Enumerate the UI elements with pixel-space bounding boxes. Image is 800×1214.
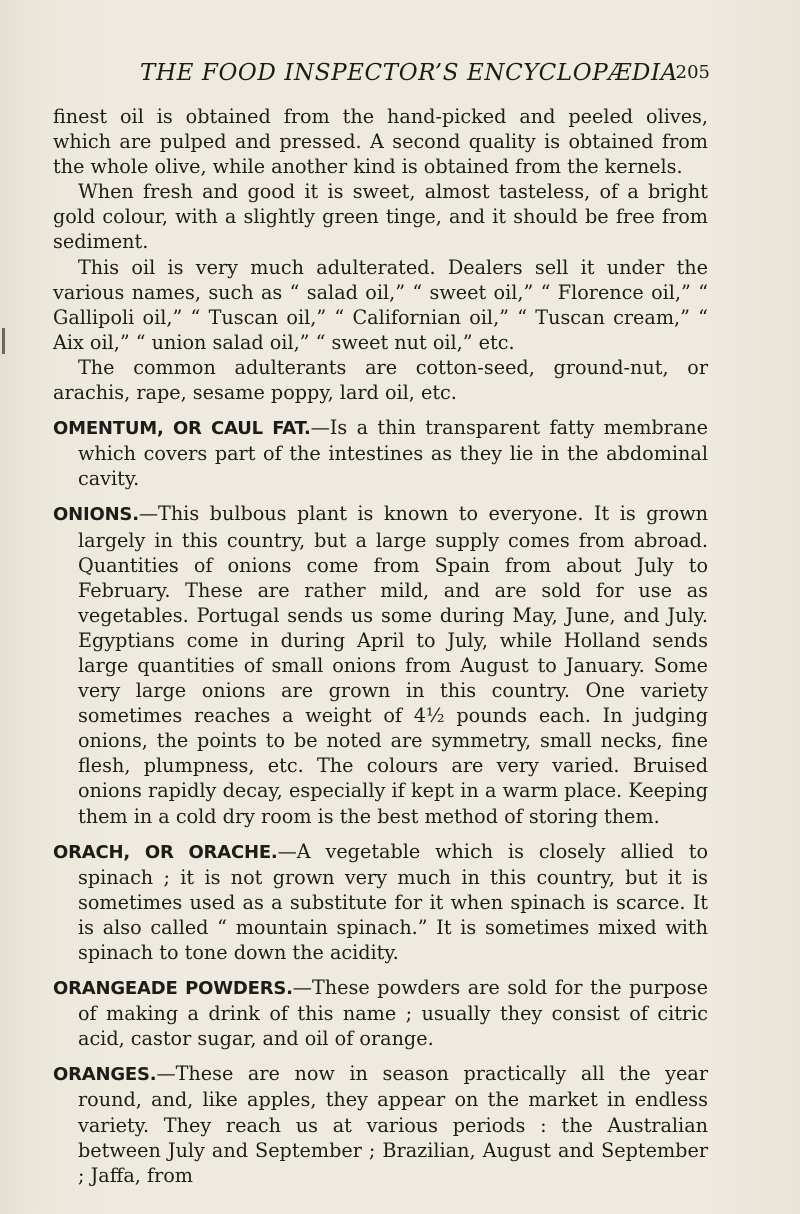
body-text xyxy=(53,104,708,1188)
entry-text: —Is a thin transparent fatty membrane which covers part of the intestines as they lie in the abdominal cavity. xyxy=(78,416,709,491)
entry-text: —These are now in season practically all the year round, and, like apples, they appear on the market in endless variety. They reach us at various periods : the Australian between July and September ; Brazilian, August and September ; Jaffa, from xyxy=(78,1062,708,1187)
entry-omentum xyxy=(53,415,708,491)
entry-term: ONIONS. xyxy=(53,504,139,526)
paragraph-olive-oil-names: This oil is very much adulterated. Dealers sell it under the various names, such as “ salad oil,” “ sweet oil,” “ Florence oil,” “ Gallipoli oil,” “ Tuscan oil,” “ Californian oil,” “ Tuscan cream,” “ Aix oil,” “ union salad oil,” “ sweet nut oil,” etc. xyxy=(53,255,708,354)
entry-text: —A vegetable which is closely allied to spinach ; it is not grown very much in this country, but it is sometimes used as a substitute for it when spinach is scarce. It is also called “ mountain spinach.” It is sometimes mixed with spinach to tone down the acidity. xyxy=(78,839,708,964)
entry-term: ORANGES. xyxy=(53,1064,157,1086)
entry-text: —This bulbous plant is known to everyone. It is grown largely in this country, but a large supply comes from abroad. Quantities of onions come from Spain from about July to February. These are rather mild, and are sold for use as vegetables. Portugal sends us some during May, June, and July. Egyptians come in during April to July, while Holland sends large quantities of small onions from August to January. Some very large onions are grown in this country. One variety sometimes reaches a weight of 4½ pounds each. In judging onions, the points to be noted are symmetry, small necks, fine flesh, plumpness, etc. The colours are very varied. Bruised onions rapidly decay, especially if kept in a warm place. Keeping them in a cold dry room is the best method of storing them. xyxy=(78,502,708,828)
entry-orach xyxy=(53,839,708,965)
entry-oranges xyxy=(53,1061,708,1187)
page-number: 205 xyxy=(675,62,710,83)
entry-onions xyxy=(53,501,708,828)
entry-term: ORACH, OR ORACHE. xyxy=(53,841,278,863)
entry-term: OMENTUM, OR CAUL FAT. xyxy=(53,418,311,440)
paragraph-olive-oil-adulterants: The common adulterants are cotton-seed, ground-nut, or arachis, rape, sesame poppy, lard oil, etc. xyxy=(53,355,708,405)
paragraph-olive-oil-appearance: When fresh and good it is sweet, almost tasteless, of a bright gold colour, with a slightly green tinge, and it should be free from sediment. xyxy=(53,180,708,254)
paragraph-olive-oil-quality: finest oil is obtained from the hand-picked and peeled olives, which are pulped and pressed. A second quality is obtained from the whole olive, while another kind is obtained from the kernels. xyxy=(53,105,708,179)
page-edge-mark xyxy=(2,328,5,354)
entry-text: —These powders are sold for the purpose of making a drink of this name ; usually they consist of citric acid, castor sugar, and oil of orange. xyxy=(78,976,708,1051)
entry-orangeade-powders xyxy=(53,975,708,1051)
entry-term: ORANGEADE POWDERS. xyxy=(53,978,293,1000)
running-title: THE FOOD INSPECTOR’S ENCYCLOPÆDIA xyxy=(140,60,678,86)
running-header xyxy=(140,60,710,92)
